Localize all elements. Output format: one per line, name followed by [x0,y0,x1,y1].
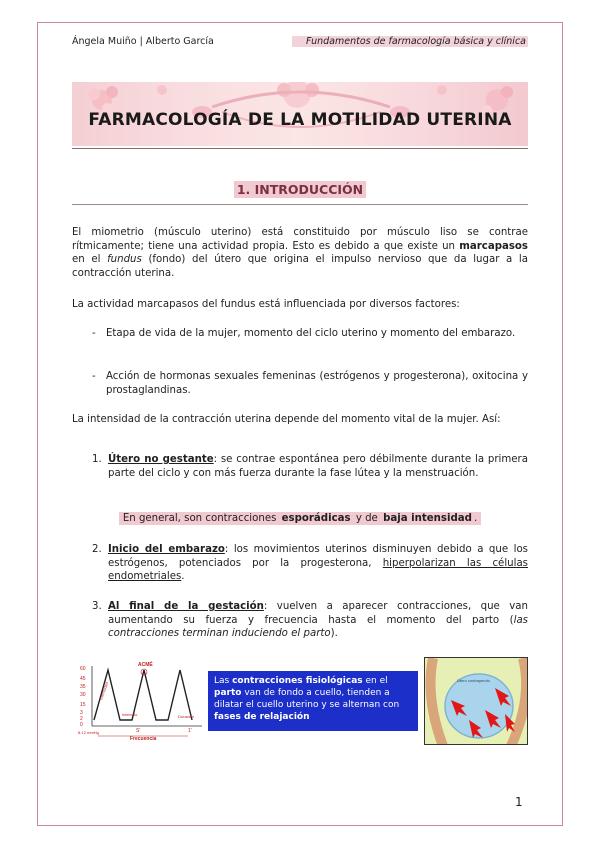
intensity-label: Intensidad [98,681,110,701]
basal-label: 8-12 mmHg [78,730,99,735]
interval-label: Intervalo [122,712,138,717]
item-text: : vuelven a aparecer contracciones, que van aumentando su fuerza y frecuencia hasta el momento del parto ( [108,601,528,626]
s-label: S' [136,728,141,734]
text-run: . [473,513,478,524]
text-run: ). [330,628,338,639]
bullet-dash: - [92,328,96,339]
y-tick: 35 [80,684,86,690]
item-number: 3. [92,601,102,612]
header-course: Fundamentos de farmacología básica y clínica [292,36,528,47]
underlined-text: hiperpolarizan las células endometriales [108,557,528,582]
header-authors: Ángela Muiño | Alberto García [72,36,214,47]
y-tick: 2 [80,716,83,722]
bold-marcapasos: marcapasos [459,240,528,252]
italic-text: las contracciones terminan induciendo el parto [108,614,528,639]
duration-label: Duración [178,714,195,719]
acme-label: ACMÉ [138,662,153,668]
list-item [92,370,528,397]
sprime-label: 1' [188,728,192,734]
frequency-label: Frecuencia [130,736,157,742]
item-number: 1. [92,454,102,465]
bold-text: fases de relajación [214,712,310,722]
numbered-item-3 [92,600,528,641]
text-run: en el [362,676,388,686]
uterus-illustration-svg [425,658,528,745]
text-run: . [181,571,185,582]
paragraph-factores: La actividad marcapasos del fundus está influenciada por diversos factores: [72,299,460,310]
paragraph-intensidad: La intensidad de la contracción uterina depende del momento vital de la mujer. Así: [72,414,501,425]
text-run: Las [214,676,233,686]
item-heading: Inicio del embarazo [108,544,225,555]
bold-text: contracciones fisiológicas [232,676,363,686]
bold-text: parto [214,688,242,698]
highlight-note [0,513,600,524]
y-tick: 0 [80,722,83,728]
item-text: : se contrae espontánea pero débilmente durante la primera parte del ciclo y con más fuerza durante la fase lútea y la menstruación. [108,454,528,479]
text-run: El miometrio (músculo uterino) está constituido por músculo liso se contrae rítmicamente; tiene una actividad propia. Esto es debido a que existe un [72,227,528,252]
text-run: en el [72,254,108,265]
document-title: FARMACOLOGÍA DE LA MOTILIDAD UTERINA [88,110,512,130]
page-number: 1 [515,795,523,809]
numbered-item-1 [92,453,528,480]
title-banner [72,82,528,146]
y-tick: 3 [80,710,83,716]
contraction-info-box [208,671,418,731]
section-title: 1. INTRODUCCIÓN [234,181,366,198]
contraction-chart [78,660,206,742]
uterus-label: Útero contrayendo [457,678,490,683]
y-tick: 45 [80,676,86,682]
contraction-chart-svg [78,660,206,742]
text-run: van de fondo a cuello, tienden a dilatar el cuello uterino y se alternan con [214,688,400,710]
y-tick: 30 [80,692,86,698]
italic-fundus: fundus [107,254,142,265]
title-divider [72,148,528,149]
page-header [72,36,528,51]
text-run: y de [352,513,382,524]
item-text: : los movimientos uterinos disminuyen debido a que los estrógenos, potenciados por la progesterona, [108,544,528,569]
item-number: 2. [92,544,102,555]
bullet-text: Acción de hormonas sexuales femeninas (estrógenos y progesterona), oxitocina y prostaglandinas. [106,371,528,396]
item-heading: Al final de la gestación [108,601,264,612]
paragraph-miometrio [72,226,528,280]
y-tick: 15 [80,702,86,708]
bold-esporadicas: esporádicas [281,513,351,524]
contraction-curve [94,670,195,720]
bullet-dash: - [92,371,96,382]
section-heading [0,179,600,198]
bold-baja-intensidad: baja intensidad [383,513,472,524]
y-tick: 60 [80,666,86,672]
uterus-illustration [424,657,528,745]
bullet-text: Etapa de vida de la mujer, momento del ciclo uterino y momento del embarazo. [106,328,516,339]
item-heading: Útero no gestante [108,454,214,465]
numbered-item-2 [92,543,528,584]
list-item [92,327,528,341]
section-divider [72,204,528,205]
text-run: (fondo) del útero que origina el impulso nervioso que da lugar a la contracción uterina. [72,254,528,279]
text-run: En general, son contracciones [122,513,280,524]
